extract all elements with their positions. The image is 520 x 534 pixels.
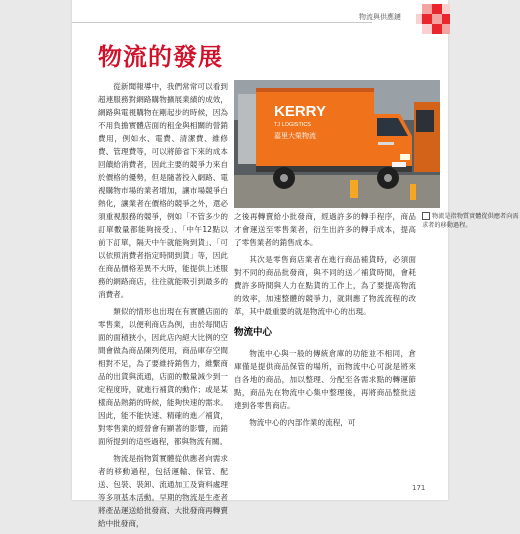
paragraph: 物流中心的內部作業的流程，可 [249, 418, 356, 427]
paragraph: 之後再轉賣給小批發商，經過許多的轉手程序，商品才會運送至零售業者，衍生出許多的轉手成本，提高了零售業者的銷售成本。 [234, 212, 416, 247]
truck-photo [234, 80, 440, 208]
paragraph: 物流是指物質實體從供應者向需求者的移動過程，包括運輸、保管、配送、包裝、裝卸、流通加工及資料處理等多項基本活動。早期的物流是生產者將產品運送給批發商、大批發商再轉賣給中批發商， [98, 454, 228, 528]
paragraph: 物流中心與一般的傳統倉庫的功能並不相同，倉庫僅是提供商品保管的場所，而物流中心可說是將來自各地的商品，加以整理、分配至各需求點的轉運節點，商品先在物流中心集中整理後，再將商品整批送達到各零售商店。 [234, 349, 416, 410]
paragraph: 其次是零售商店業者在進行商品補貨時，必須面對不同的商品批發商，與不同的送／補貨時間，會耗費許多時間與人力在點貨的工作上，為了要提高物流的效率，加速整體的競爭力，就則應了物流流程的改革，其中最重要的就是物流中心的出現。 [234, 255, 416, 316]
book-page [72, 0, 519, 528]
photo-caption [422, 212, 520, 230]
paragraph: 類似的情形也出現在有實體店面的零售業，以便利商店為例，由於每間店面的面積狹小，因此店內絕大比例的空間會做為商品陳列使用，商品庫存空間相對不足，為了要維持銷售力，維繫商品的出貨與流通，店面的數量減少到一定程度時，就進行補貨的動作；或是某樣商品熱銷的時候，能夠快速的需求。因此，能不能快速、精確的進／補貨，對零售業的經營會有顯著的影響，而銷面所提到的這些過程，都與物流有關。 [98, 307, 228, 446]
page-number: 171 [412, 484, 426, 492]
header-rule [72, 22, 372, 23]
caption-text: 物流是指物質實體從供應者向需求者的移動過程。 [422, 213, 519, 229]
left-column [98, 80, 228, 534]
header-section-label: 物流與供應鏈 [356, 12, 404, 22]
article-title: 物流的發展 [98, 42, 223, 71]
truck-cn-text: 嘉里大榮物流 [274, 132, 316, 140]
truck-sub-text: TJ LOGISTICS [274, 122, 311, 128]
right-column [234, 210, 416, 433]
caption-marker-icon [422, 212, 430, 220]
paragraph: 從新聞報導中，我們常常可以看到超連服務對網路購物擴展業績的成效，網路與電視購物在剛起步的時候，因為不用負擔實體店面的租金與相關的營銷費用，例如水、電費、清潔費、維修費、管理費等，可以將節省下來的成本回饋給消費者，因此主要的競爭力來自於價格的優勢，但是隨著投入網路、電視購物市場的業者增加，讓市場競爭白熱化，讓業者在價格的競爭之外，還必須重視服務的競爭，例如「不管多少的訂單數量都能夠接受」、「中午12點以前下訂單，隔天中午就能夠到貨」、「可以依照消費者指定時間到貨」等，因此在商品價格差異不大時，能提供上述服務的網路商店，往往就能吸引到最多的消費者。 [98, 82, 228, 299]
section-heading: 物流中心 [234, 327, 273, 338]
truck-brand-text: KERRY [274, 103, 326, 120]
corner-decoration [416, 0, 450, 40]
